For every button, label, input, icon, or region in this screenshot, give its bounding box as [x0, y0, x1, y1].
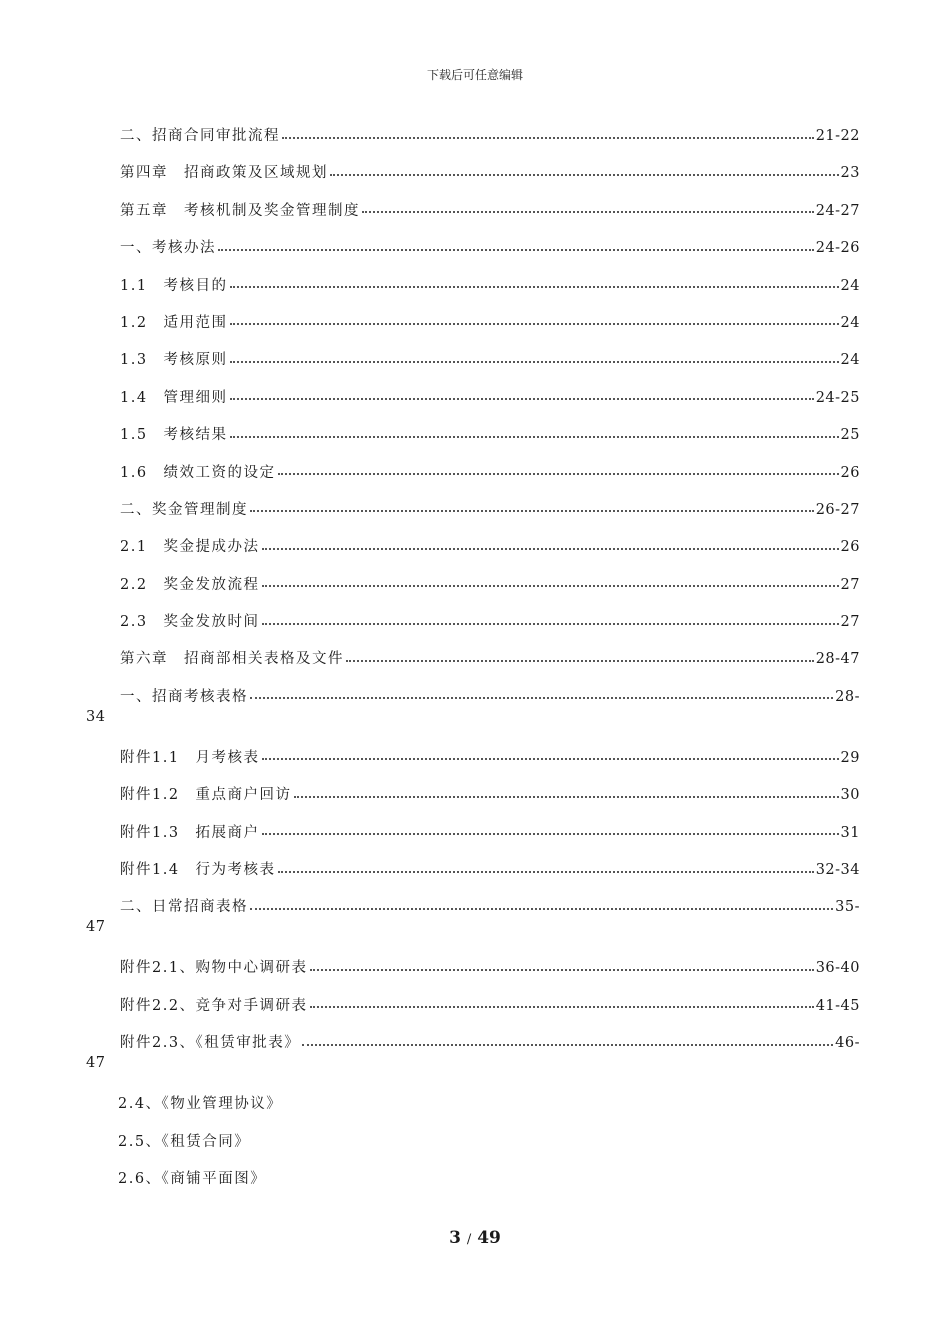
toc-entry: [0, 1031, 950, 1092]
toc-entry: [0, 311, 950, 348]
toc-entry: [0, 746, 950, 783]
toc-entry-page: 28-: [835, 688, 860, 705]
toc-entry: [0, 199, 950, 236]
dot-leader: [362, 211, 814, 213]
dot-leader: [218, 249, 814, 251]
dot-leader: [278, 473, 839, 475]
toc-entry-title: 第五章 考核机制及奖金管理制度: [120, 202, 360, 219]
dot-leader: [262, 585, 839, 587]
dot-leader: [262, 548, 839, 550]
dot-leader: [262, 758, 839, 760]
toc-entry-title: 附件2.2、竞争对手调研表: [120, 997, 308, 1014]
toc-entry: [0, 124, 950, 161]
toc-entry-title: 附件2.3、《租赁审批表》: [120, 1035, 301, 1052]
dot-leader: [230, 361, 839, 363]
toc-entry: [0, 348, 950, 385]
toc-entry-page: 26: [840, 539, 860, 556]
dot-leader: [330, 174, 839, 176]
toc-entry-page: 21-22: [815, 128, 860, 144]
toc-entry-page-continuation: 47: [86, 919, 106, 936]
dot-leader: [262, 623, 839, 625]
toc-entry-title: 附件1.1 月考核表: [120, 749, 260, 766]
toc-entry-page: 27: [840, 576, 860, 593]
dot-leader: [346, 660, 814, 662]
toc-entry: [0, 610, 950, 647]
toc-entry-page: 31: [840, 824, 860, 841]
toc-entry: [0, 783, 950, 820]
toc-entry-title: 附件1.3 拓展商户: [120, 824, 260, 841]
list-item-text: 2.4、《物业管理协议》: [118, 1096, 283, 1113]
dot-leader: [282, 137, 814, 139]
toc-entry-title: 附件1.4 行为考核表: [120, 862, 276, 879]
list-item-text: 2.6、《商铺平面图》: [118, 1170, 267, 1187]
toc-entry: [0, 461, 950, 498]
toc-entry-title: 二、招商合同审批流程: [120, 128, 280, 144]
total-pages: 49: [477, 1228, 501, 1248]
list-item: [0, 1092, 950, 1129]
toc-entry-page: 26-27: [815, 501, 860, 518]
current-page: 3: [449, 1228, 461, 1248]
toc-entry: [0, 386, 950, 423]
toc-entry-title: 附件1.2 重点商户回访: [120, 787, 292, 804]
toc-entry-page: 23: [840, 165, 860, 182]
toc-entry-title: 1.4 管理细则: [120, 389, 228, 406]
toc-entry-page: 24: [840, 314, 860, 331]
dot-leader: [250, 908, 833, 910]
toc-entry: [0, 821, 950, 858]
page-header: 下载后可任意编辑: [426, 68, 523, 82]
toc-entry: [0, 858, 950, 895]
toc-entry-title: 一、招商考核表格: [120, 688, 248, 705]
table-of-contents: [0, 124, 950, 1204]
toc-entry: [0, 573, 950, 610]
toc-entry-title: 第四章 招商政策及区域规划: [120, 165, 328, 182]
page-number: [0, 1228, 950, 1248]
toc-entry-page: 24: [840, 352, 860, 369]
toc-entry-page-continuation: 34: [86, 708, 106, 725]
dot-leader: [230, 398, 814, 400]
toc-entry-title: 二、奖金管理制度: [120, 501, 248, 518]
list-item: [0, 1130, 950, 1167]
dot-leader: [278, 871, 814, 873]
dot-leader: [230, 436, 839, 438]
toc-entry: [0, 498, 950, 535]
toc-entry-title: 1.6 绩效工资的设定: [120, 464, 276, 481]
dot-leader: [262, 833, 839, 835]
toc-entry-page: 25: [840, 427, 860, 444]
toc-entry-title: 1.1 考核目的: [120, 277, 228, 294]
toc-entry-page: 36-40: [815, 960, 860, 977]
toc-entry-page: 32-34: [815, 862, 860, 879]
toc-entry-page: 29: [840, 749, 860, 766]
toc-entry-page: 24-27: [815, 202, 860, 219]
list-item: [0, 1167, 950, 1204]
toc-entry: [0, 994, 950, 1031]
toc-entry: [0, 274, 950, 311]
toc-entry-title: 1.5 考核结果: [120, 427, 228, 444]
dot-leader: [294, 796, 839, 798]
dot-leader: [310, 1006, 814, 1008]
toc-entry-title: 附件2.1、购物中心调研表: [120, 960, 308, 977]
toc-entry: [0, 647, 950, 684]
toc-entry-title: 2.1 奖金提成办法: [120, 539, 260, 556]
toc-entry-page: 27: [840, 614, 860, 631]
dot-leader: [302, 1044, 833, 1046]
list-item-text: 2.5、《租赁合同》: [118, 1133, 251, 1150]
toc-entry-page: 24-26: [815, 240, 860, 257]
toc-entry-page: 46-: [835, 1035, 860, 1052]
toc-entry-title: 二、日常招商表格: [120, 899, 248, 916]
toc-entry: [0, 423, 950, 460]
dot-leader: [230, 286, 839, 288]
toc-entry-page: 28-47: [815, 651, 860, 668]
toc-entry-title: 1.3 考核原则: [120, 352, 228, 369]
toc-entry-title: 1.2 适用范围: [120, 314, 228, 331]
toc-entry: [0, 685, 950, 746]
toc-entry-page: 26: [840, 464, 860, 481]
page-separator: /: [466, 1232, 472, 1247]
toc-entry: [0, 895, 950, 956]
toc-entry: [0, 535, 950, 572]
dot-leader: [230, 323, 839, 325]
toc-entry: [0, 161, 950, 198]
toc-entry-page: 41-45: [815, 997, 860, 1014]
toc-entry: [0, 236, 950, 273]
toc-entry-page: 24-25: [815, 389, 860, 406]
toc-entry: [0, 956, 950, 993]
toc-entry-page: 30: [840, 787, 860, 804]
toc-entry-page-continuation: 47: [86, 1055, 106, 1072]
dot-leader: [310, 969, 814, 971]
toc-entry-page: 35-: [835, 899, 860, 916]
toc-entry-title: 一、考核办法: [120, 240, 216, 257]
dot-leader: [250, 697, 833, 699]
dot-leader: [250, 510, 814, 512]
toc-entry-title: 2.2 奖金发放流程: [120, 576, 260, 593]
toc-entry-page: 24: [840, 277, 860, 294]
toc-entry-title: 2.3 奖金发放时间: [120, 614, 260, 631]
toc-entry-title: 第六章 招商部相关表格及文件: [120, 651, 344, 668]
